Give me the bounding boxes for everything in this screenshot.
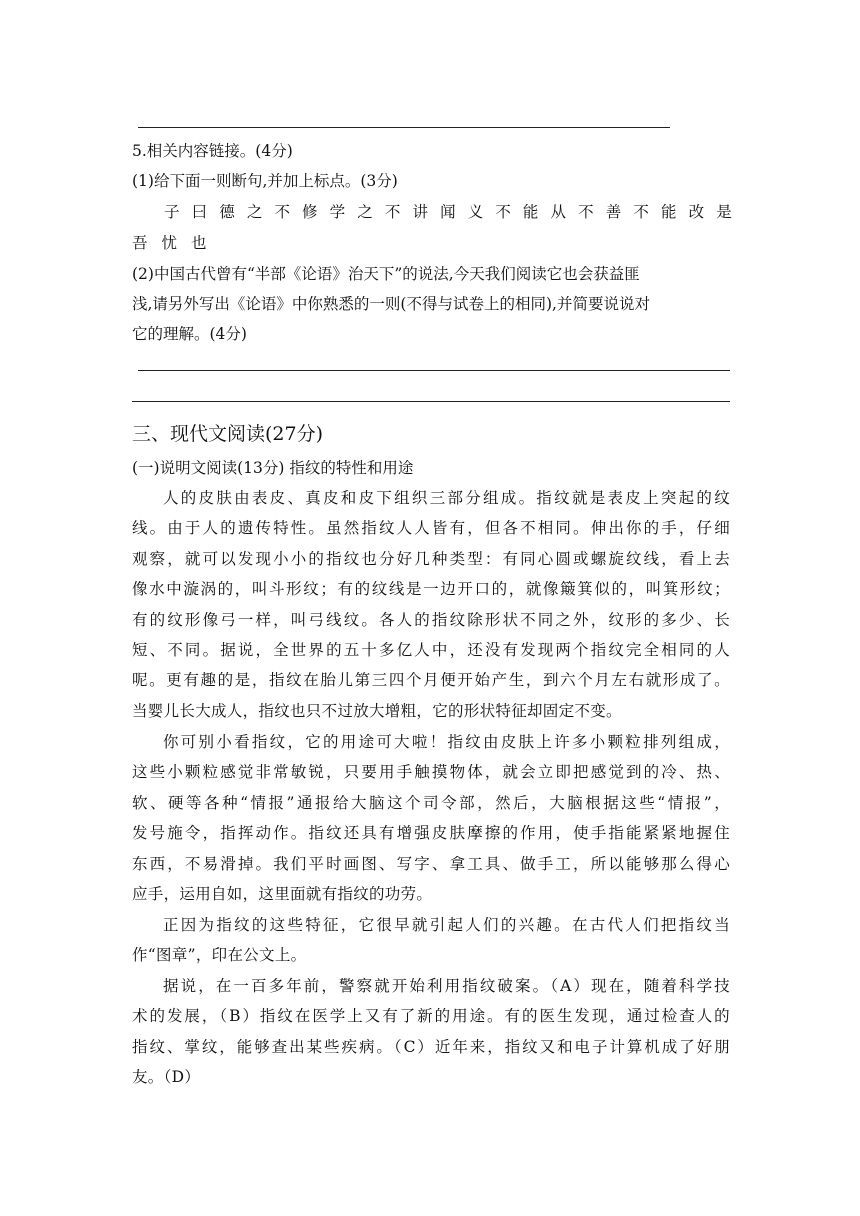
text-line: 术的发展，（B）指纹在医学上又有了新的用途。有的医生发现，通过检查人的 bbox=[132, 1007, 730, 1026]
text-line: 这些小颗粒感觉非常敏锐，只要用手触摸物体，就会立即把感觉到的冷、热、 bbox=[132, 763, 730, 782]
char: 之 bbox=[246, 203, 263, 221]
text-line: 像水中漩涡的，叫斗形纹；有的纹线是一边开口的，就像簸箕似的，叫箕形纹； bbox=[132, 580, 730, 599]
text-line: 线。由于人的遗传特性。虽然指纹人人皆有，但各不相同。伸出你的手，仔细 bbox=[132, 519, 730, 538]
answer-line-1 bbox=[138, 370, 730, 371]
punctuation-row-2 bbox=[132, 233, 732, 253]
article-paragraph-1 bbox=[132, 483, 730, 726]
article-paragraph-4 bbox=[132, 971, 730, 1093]
text-line: 正因为指纹的这些特征，它很早就引起人们的兴趣。在古代人们把指纹当 bbox=[163, 916, 730, 934]
part-1-title: (一)说明文阅读(13分) 指纹的特性和用途 bbox=[132, 459, 414, 477]
question-5-2-line-3: 它的理解。(4分) bbox=[132, 325, 247, 343]
text-line: 人的皮肤由表皮、真皮和皮下组织三部分组成。指纹就是表皮上突起的纹 bbox=[163, 489, 730, 507]
text-line: 观察，就可以发现小小的指纹也分好几种类型：有同心圆或螺旋纹线，看上去 bbox=[132, 549, 730, 568]
text-line: 呢。更有趣的是，指纹在胎儿第三四个月便开始产生，到六个月左右就形成了。 bbox=[132, 671, 730, 690]
char: 改 bbox=[688, 203, 705, 221]
char: 善 bbox=[605, 203, 622, 221]
char: 不 bbox=[274, 203, 290, 221]
text-line: 应手，运用自如，这里面就有指纹的功劳。 bbox=[132, 884, 433, 903]
text-line: 东西，不易滑掉。我们平时画图、写字、拿工具、做手工，所以能够那么得心 bbox=[132, 854, 730, 873]
question-5-2-line-2: 浅,请另外写出《论语》中你熟悉的一则(不得与试卷上的相同),并简要说说对 bbox=[132, 295, 650, 313]
char: 闻 bbox=[440, 203, 456, 221]
text-line: 当婴儿长大成人，指纹也只不过放大增粗，它的形状特征却固定不变。 bbox=[132, 701, 622, 720]
char: 德 bbox=[219, 203, 235, 221]
article-paragraph-3 bbox=[132, 910, 730, 971]
text-line: 发号施令，指挥动作。指纹还具有增强皮肤摩擦的作用，使手指能紧紧地握住 bbox=[132, 824, 730, 843]
char: 讲 bbox=[412, 203, 428, 221]
char: 忧 bbox=[161, 234, 178, 252]
answer-line-2 bbox=[132, 401, 730, 402]
question-5-title: 5.相关内容链接。(4分) bbox=[132, 142, 293, 160]
text-line: 有的纹形像弓一样，叫弓线纹。各人的指纹除形状不同之外，纹形的多少、长 bbox=[132, 610, 730, 629]
text-line: 你可别小看指纹，它的用途可大啦！指纹由皮肤上许多小颗粒排列组成， bbox=[163, 733, 730, 751]
text-line: 软、硬等各种“情报”通报给大脑这个司令部，然后，大脑根据这些“情报”， bbox=[132, 793, 730, 812]
char: 是 bbox=[716, 203, 732, 221]
question-5-1-prompt: (1)给下面一则断句,并加上标点。(3分) bbox=[132, 172, 398, 190]
char: 之 bbox=[357, 203, 373, 221]
text-line: 指纹、掌纹，能够查出某些疾病。（C）近年来，指纹又和电子计算机成了好朋 bbox=[132, 1037, 730, 1056]
text-line: 据说，在一百多年前，警察就开始利用指纹破案。（A）现在，随着科学技 bbox=[163, 977, 730, 995]
punctuation-row-1 bbox=[132, 202, 732, 222]
text-line: 作“图章”，印在公文上。 bbox=[132, 946, 307, 965]
char: 义 bbox=[467, 203, 484, 221]
text-line: 友。（D） bbox=[132, 1068, 201, 1087]
char: 能 bbox=[660, 203, 677, 221]
char: 不 bbox=[384, 203, 401, 221]
char: 能 bbox=[522, 203, 539, 221]
char: 不 bbox=[495, 203, 511, 221]
char: 不 bbox=[578, 203, 594, 221]
answer-line-top bbox=[138, 127, 670, 128]
char: 不 bbox=[633, 203, 649, 221]
text-line: 短、不同。据说，全世界的五十多亿人中，还没有发现两个指纹完全相同的人 bbox=[132, 640, 730, 659]
char: 修 bbox=[302, 203, 318, 221]
char: 也 bbox=[191, 234, 207, 252]
char: 吾 bbox=[132, 234, 148, 252]
article-paragraph-2 bbox=[132, 727, 730, 909]
char: 曰 bbox=[191, 203, 208, 221]
char: 子 bbox=[164, 203, 180, 221]
char: 从 bbox=[550, 203, 567, 221]
question-5-2-line-1: (2)中国古代曾有“半部《论语》治天下”的说法,今天我们阅读它也会获益匪 bbox=[132, 265, 640, 283]
punctuation-exercise bbox=[132, 202, 732, 253]
section-3-title: 三、现代文阅读(27分) bbox=[132, 423, 324, 445]
char: 学 bbox=[329, 203, 346, 221]
